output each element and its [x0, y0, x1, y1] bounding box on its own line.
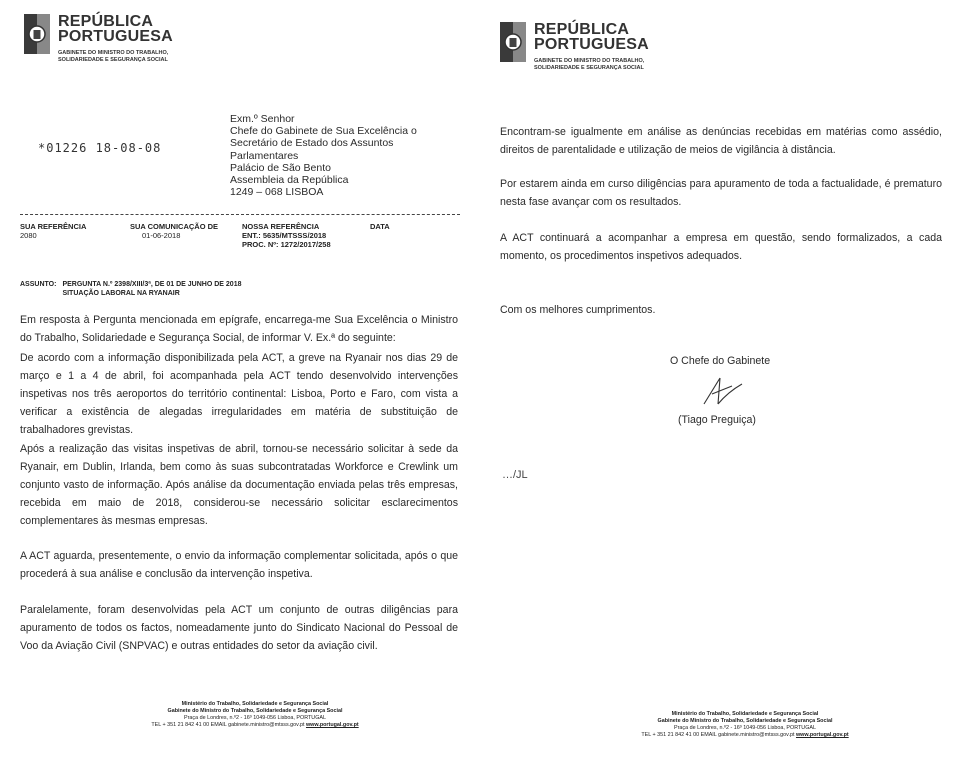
closing-salutation: Com os melhores cumprimentos.	[500, 304, 656, 316]
paragraph: A ACT continuará a acompanhar a empresa em questão, sendo formalizados, a cada momento, os procedimentos inspetivos adequados.	[500, 232, 942, 262]
cabinet-name: GABINETE DO MINISTRO DO TRABALHO, SOLIDARIEDADE E SEGURANÇA SOCIAL	[58, 50, 169, 63]
paragraph: Em resposta à Pergunta mencionada em epígrafe, encarrega-me Sua Excelência o Ministro do Trabalho, Solidariedade e Segurança Social, de informar V. Ex.ª do seguinte:	[20, 314, 458, 344]
signer-name: (Tiago Preguiça)	[678, 414, 756, 426]
paragraph: De acordo com a informação disponibilizada pela ACT, a greve na Ryanair nos dias 29 de março e 1 a 4 de abril, foi acompanhada pela ACT tendo desenvolvido intervenções inspetivas nos três aeroportos do território continental: Lisboa, Porto e Faro, com vista a verificar a existência de alegadas irregularidades em matéria de substituição de trabalhadores grevistas.	[20, 352, 458, 436]
signature-mark	[698, 374, 746, 408]
signer-title: O Chefe do Gabinete	[670, 355, 771, 367]
paragraph: Após a realização das visitas inspetivas de abril, tornou-se necessário solicitar à sede da Ryanair, em Dublin, Irlanda, bem como às suas subcontratadas Workforce e Crewlink um conjunto vasto de informação. Após análise da documentação enviada pelas três empresas, recebida em maio de 2018, considerou-se necessário solicitar esclarecimentos complementares às mesmas empresas.	[20, 443, 458, 527]
initials: …/JL	[502, 469, 528, 481]
addressee-block: Exm.º Senhor Chefe do Gabinete de Sua Excelência o Secretário de Estado dos Assuntos Parlamentares Palácio de São Bento Assembleia da República 1249 – 068 LISBOA	[230, 113, 417, 199]
cabinet-name: GABINETE DO MINISTRO DO TRABALHO, SOLIDARIEDADE E SEGURANÇA SOCIAL	[534, 58, 645, 71]
letter-footer: Ministério do Trabalho, Solidariedade e Segurança Social Gabinete do Ministro do Trabalho, Solidariedade e Segurança Social Praça de Londres, n.º2 - 16º 1049-056 Lisboa, PORTUGAL TEL + 351 21 842 41 00 EMAIL gabinete.ministro@mtsss.gov.pt www.portugal.gov.pt	[641, 711, 849, 738]
your-reference: SUA REFERÊNCIA 2080	[20, 222, 87, 240]
paragraph: Paralelamente, foram desenvolvidas pela ACT um conjunto de outras diligências para apuramento de todos os factos, nomeadamente junto do Sindicato Nacional do Pessoal de Voo da Aviação Civil (SNPVAC) e outras entidades do setor da aviação civil.	[20, 604, 458, 652]
our-reference: NOSSA REFERÊNCIA ENT.: 5635/MTSSS/2018 PROC. Nº: 1272/2017/258	[242, 222, 331, 249]
republic-title-line1: REPÚBLICA	[534, 21, 630, 38]
paragraph: Por estarem ainda em curso diligências para apuramento de toda a factualidade, é prematuro nesta fase avançar com os resultados.	[500, 178, 942, 208]
letterhead	[24, 14, 173, 64]
letter-page-1	[0, 0, 476, 766]
letterhead	[500, 22, 649, 72]
coat-of-arms-icon	[500, 22, 526, 62]
letter-footer: Ministério do Trabalho, Solidariedade e Segurança Social Gabinete do Ministro do Trabalho, Solidariedade e Segurança Social Praça de Londres, n.º2 - 16º 1049-056 Lisboa, PORTUGAL TEL + 351 21 842 41 00 EMAIL gabinete.ministro@mtsss.gov.pt www.portugal.gov.pt	[151, 701, 359, 728]
reference-table	[20, 222, 460, 249]
paragraph: Encontram-se igualmente em análise as denúncias recebidas em matérias como assédio, direitos de parentalidade e utilização de meios de vigilância à distância.	[500, 126, 942, 156]
date-column: DATA	[370, 222, 390, 231]
letter-page-2	[480, 0, 960, 766]
paragraph: A ACT aguarda, presentemente, o envio da informação complementar solicitada, após o que procederá à sua análise e conclusão da intervenção inspetiva.	[20, 550, 458, 580]
letterhead-text	[58, 14, 173, 64]
republic-title-line1: REPÚBLICA	[58, 13, 154, 30]
coat-of-arms-icon	[24, 14, 50, 54]
website-link[interactable]: www.portugal.gov.pt	[305, 722, 359, 728]
your-communication: SUA COMUNICAÇÃO DE 01-06-2018	[130, 222, 219, 240]
reference-divider	[20, 214, 460, 215]
subject-line: ASSUNTO: PERGUNTA N.º 2398/XIII/3ª, DE 01 DE JUNHO DE 2018 SITUAÇÃO LABORAL NA RYANAIR	[20, 281, 242, 297]
republic-title-line2: PORTUGUESA	[534, 36, 649, 53]
website-link[interactable]: www.portugal.gov.pt	[795, 732, 849, 738]
republic-title-line2: PORTUGUESA	[58, 28, 173, 45]
letterhead-text	[534, 22, 649, 72]
entry-stamp-number: *01226 18-08-08	[38, 141, 162, 155]
